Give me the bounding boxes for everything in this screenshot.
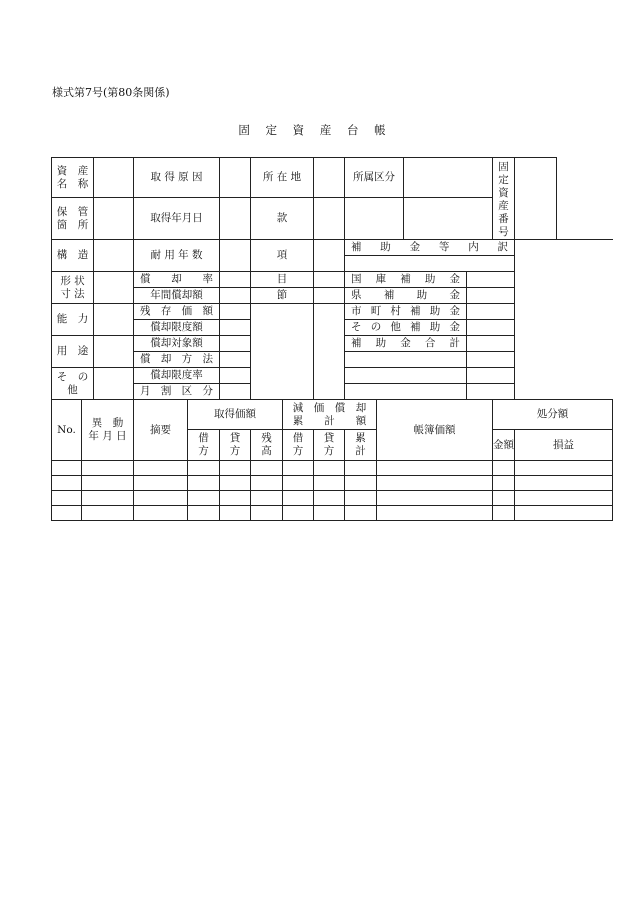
subsidy-breakdown-header: 補 助 金 等 内 訳 [345, 240, 515, 256]
depreciation-rate-label: 償 却 率 [134, 272, 220, 288]
location-value-c[interactable] [404, 198, 493, 240]
fixed-asset-number-value[interactable] [515, 158, 557, 240]
depreciation-limit-rate-value[interactable] [220, 368, 251, 384]
useful-life-label: 耐 用 年 数 [134, 240, 220, 272]
history-disposal-amount-header: 処分額 [493, 400, 613, 430]
history-cell[interactable] [377, 491, 493, 506]
history-acquisition-value-header: 取得価額 [188, 400, 283, 430]
fixed-asset-ledger-table [51, 157, 613, 521]
history-cell[interactable] [314, 476, 345, 491]
history-disposal-gain-loss-header: 損益 [515, 430, 613, 461]
prefectural-subsidy-value[interactable] [467, 288, 515, 304]
subsidy-extra-row-2-value[interactable] [467, 368, 515, 384]
depreciation-limit-amount-label: 償却限度額 [134, 320, 220, 336]
history-cell[interactable] [515, 476, 613, 491]
history-cell[interactable] [377, 506, 493, 521]
residual-value-value[interactable] [220, 304, 251, 320]
history-cell[interactable] [251, 491, 283, 506]
setsu-value[interactable] [314, 288, 345, 304]
depreciation-rate-value[interactable] [220, 272, 251, 288]
budget-blank-area [251, 304, 314, 400]
depreciation-base-amount-value[interactable] [220, 336, 251, 352]
jurisdiction-category-label: 所属区分 [345, 158, 404, 198]
other-subsidy-value[interactable] [467, 320, 515, 336]
history-cell[interactable] [82, 476, 134, 491]
right-blank-area [515, 240, 613, 368]
depreciation-method-value[interactable] [220, 352, 251, 368]
table-row [52, 491, 613, 506]
history-cell[interactable] [314, 491, 345, 506]
history-change-date-header: 異 動 年 月 日 [82, 400, 134, 461]
history-cell[interactable] [314, 461, 345, 476]
history-cell[interactable] [493, 476, 515, 491]
page-title: 固 定 資 産 台 帳 [238, 123, 392, 137]
location-value-a[interactable] [314, 158, 345, 198]
history-cell[interactable] [283, 461, 314, 476]
form-reference: 様式第7号(第80条関係) [52, 86, 170, 99]
municipal-subsidy-label: 市 町 村 補 助 金 [345, 304, 467, 320]
shape-dimensions-value[interactable] [94, 272, 134, 304]
setsu-label: 節 [251, 288, 314, 304]
subsidy-extra-row-1[interactable] [345, 352, 467, 368]
history-cell[interactable] [283, 491, 314, 506]
history-cell[interactable] [82, 506, 134, 521]
kou-label: 項 [251, 240, 314, 272]
residual-value-label: 残 存 価 額 [134, 304, 220, 320]
history-balance-header: 残 高 [251, 430, 283, 461]
moku-label: 目 [251, 272, 314, 288]
history-cell[interactable] [493, 491, 515, 506]
history-cell[interactable] [134, 506, 188, 521]
location-label: 所 在 地 [251, 158, 314, 198]
right-blank-row-2 [515, 368, 613, 384]
kou-value[interactable] [314, 240, 345, 272]
jurisdiction-category-value[interactable] [404, 158, 493, 198]
capacity-label: 能 力 [52, 304, 94, 336]
right-blank-row-3 [515, 384, 613, 400]
history-cell[interactable] [82, 461, 134, 476]
history-cell[interactable] [220, 491, 251, 506]
asset-name-value[interactable] [94, 158, 134, 198]
usage-label: 用 途 [52, 336, 94, 368]
history-description-header: 摘要 [134, 400, 188, 461]
history-impairment-debit-header: 借 方 [283, 430, 314, 461]
acquisition-date-label: 取得年月日 [134, 198, 220, 240]
history-cell[interactable] [188, 476, 220, 491]
location-value-b[interactable] [345, 198, 404, 240]
history-cell[interactable] [52, 506, 82, 521]
kan-value[interactable] [314, 198, 345, 240]
history-cell[interactable] [52, 476, 82, 491]
history-cell[interactable] [188, 506, 220, 521]
history-cell[interactable] [283, 506, 314, 521]
usage-value[interactable] [94, 336, 134, 368]
capacity-value[interactable] [94, 304, 134, 336]
national-subsidy-label: 国 庫 補 助 金 [345, 272, 467, 288]
subsidy-total-value[interactable] [467, 336, 515, 352]
history-no-header: No. [52, 400, 82, 461]
history-cell[interactable] [377, 461, 493, 476]
shape-dimensions-label: 形 状 寸 法 [52, 272, 94, 304]
subsidy-breakdown-blank[interactable] [345, 256, 515, 272]
history-impairment-credit-header: 貸 方 [314, 430, 345, 461]
subsidy-extra-row-1-value[interactable] [467, 352, 515, 368]
national-subsidy-value[interactable] [467, 272, 515, 288]
history-disposal-sum-header: 金額 [493, 430, 515, 461]
budget-blank-area-b [314, 304, 345, 400]
useful-life-value[interactable] [220, 240, 251, 272]
history-cell[interactable] [515, 491, 613, 506]
history-cell[interactable] [82, 491, 134, 506]
history-cell[interactable] [134, 491, 188, 506]
annual-depreciation-value[interactable] [220, 288, 251, 304]
history-cell[interactable] [515, 461, 613, 476]
history-cell[interactable] [188, 491, 220, 506]
depreciation-limit-amount-value[interactable] [220, 320, 251, 336]
table-row [52, 506, 613, 521]
moku-value[interactable] [314, 272, 345, 288]
history-cell[interactable] [493, 461, 515, 476]
history-cell[interactable] [52, 461, 82, 476]
history-cell[interactable] [515, 506, 613, 521]
history-cell[interactable] [251, 506, 283, 521]
acquisition-cause-value[interactable] [220, 158, 251, 198]
annual-depreciation-label: 年間償却額 [134, 288, 220, 304]
fixed-asset-number-label: 固 定 資 産 番 号 [493, 158, 515, 240]
depreciation-method-label: 償 却 方 法 [134, 352, 220, 368]
history-cell[interactable] [314, 506, 345, 521]
history-impairment-cumulative-header: 累 計 [345, 430, 377, 461]
storage-location-value[interactable] [94, 198, 134, 240]
asset-name-label: 資 産 名 称 [52, 158, 94, 198]
subsidy-extra-row-2[interactable] [345, 368, 467, 384]
history-cell[interactable] [345, 476, 377, 491]
municipal-subsidy-value[interactable] [467, 304, 515, 320]
history-cell[interactable] [345, 491, 377, 506]
history-credit-header: 貸 方 [220, 430, 251, 461]
history-accumulated-impairment-header: 減 価 償 却 累 計 額 [283, 400, 377, 430]
table-row [52, 461, 613, 476]
history-cell[interactable] [377, 476, 493, 491]
history-cell[interactable] [134, 461, 188, 476]
acquisition-cause-label: 取 得 原 因 [134, 158, 220, 198]
structure-value[interactable] [94, 240, 134, 272]
other-value[interactable] [94, 368, 134, 400]
history-cell[interactable] [251, 461, 283, 476]
table-row [52, 476, 613, 491]
history-cell[interactable] [220, 506, 251, 521]
prefectural-subsidy-label: 県 補 助 金 [345, 288, 467, 304]
history-cell[interactable] [345, 506, 377, 521]
depreciation-base-amount-label: 償却対象額 [134, 336, 220, 352]
history-cell[interactable] [188, 461, 220, 476]
history-book-value-header: 帳簿価額 [377, 400, 493, 461]
other-label: そ の 他 [52, 368, 94, 400]
history-cell[interactable] [283, 476, 314, 491]
monthly-allocation-value[interactable] [220, 384, 251, 400]
kan-label: 款 [251, 198, 314, 240]
subsidy-total-label: 補 助 金 合 計 [345, 336, 467, 352]
subsidy-extra-row-3-value[interactable] [467, 384, 515, 400]
history-debit-header: 借 方 [188, 430, 220, 461]
storage-location-label: 保 管 箇 所 [52, 198, 94, 240]
history-cell[interactable] [52, 491, 82, 506]
structure-label: 構 造 [52, 240, 94, 272]
history-cell[interactable] [134, 476, 188, 491]
history-cell[interactable] [251, 476, 283, 491]
history-cell[interactable] [220, 476, 251, 491]
other-subsidy-label: そ の 他 補 助 金 [345, 320, 467, 336]
history-cell[interactable] [493, 506, 515, 521]
depreciation-limit-rate-label: 償却限度率 [134, 368, 220, 384]
history-cell[interactable] [345, 461, 377, 476]
monthly-allocation-label: 月 割 区 分 [134, 384, 220, 400]
history-cell[interactable] [220, 461, 251, 476]
acquisition-date-value[interactable] [220, 198, 251, 240]
subsidy-extra-row-3[interactable] [345, 384, 467, 400]
